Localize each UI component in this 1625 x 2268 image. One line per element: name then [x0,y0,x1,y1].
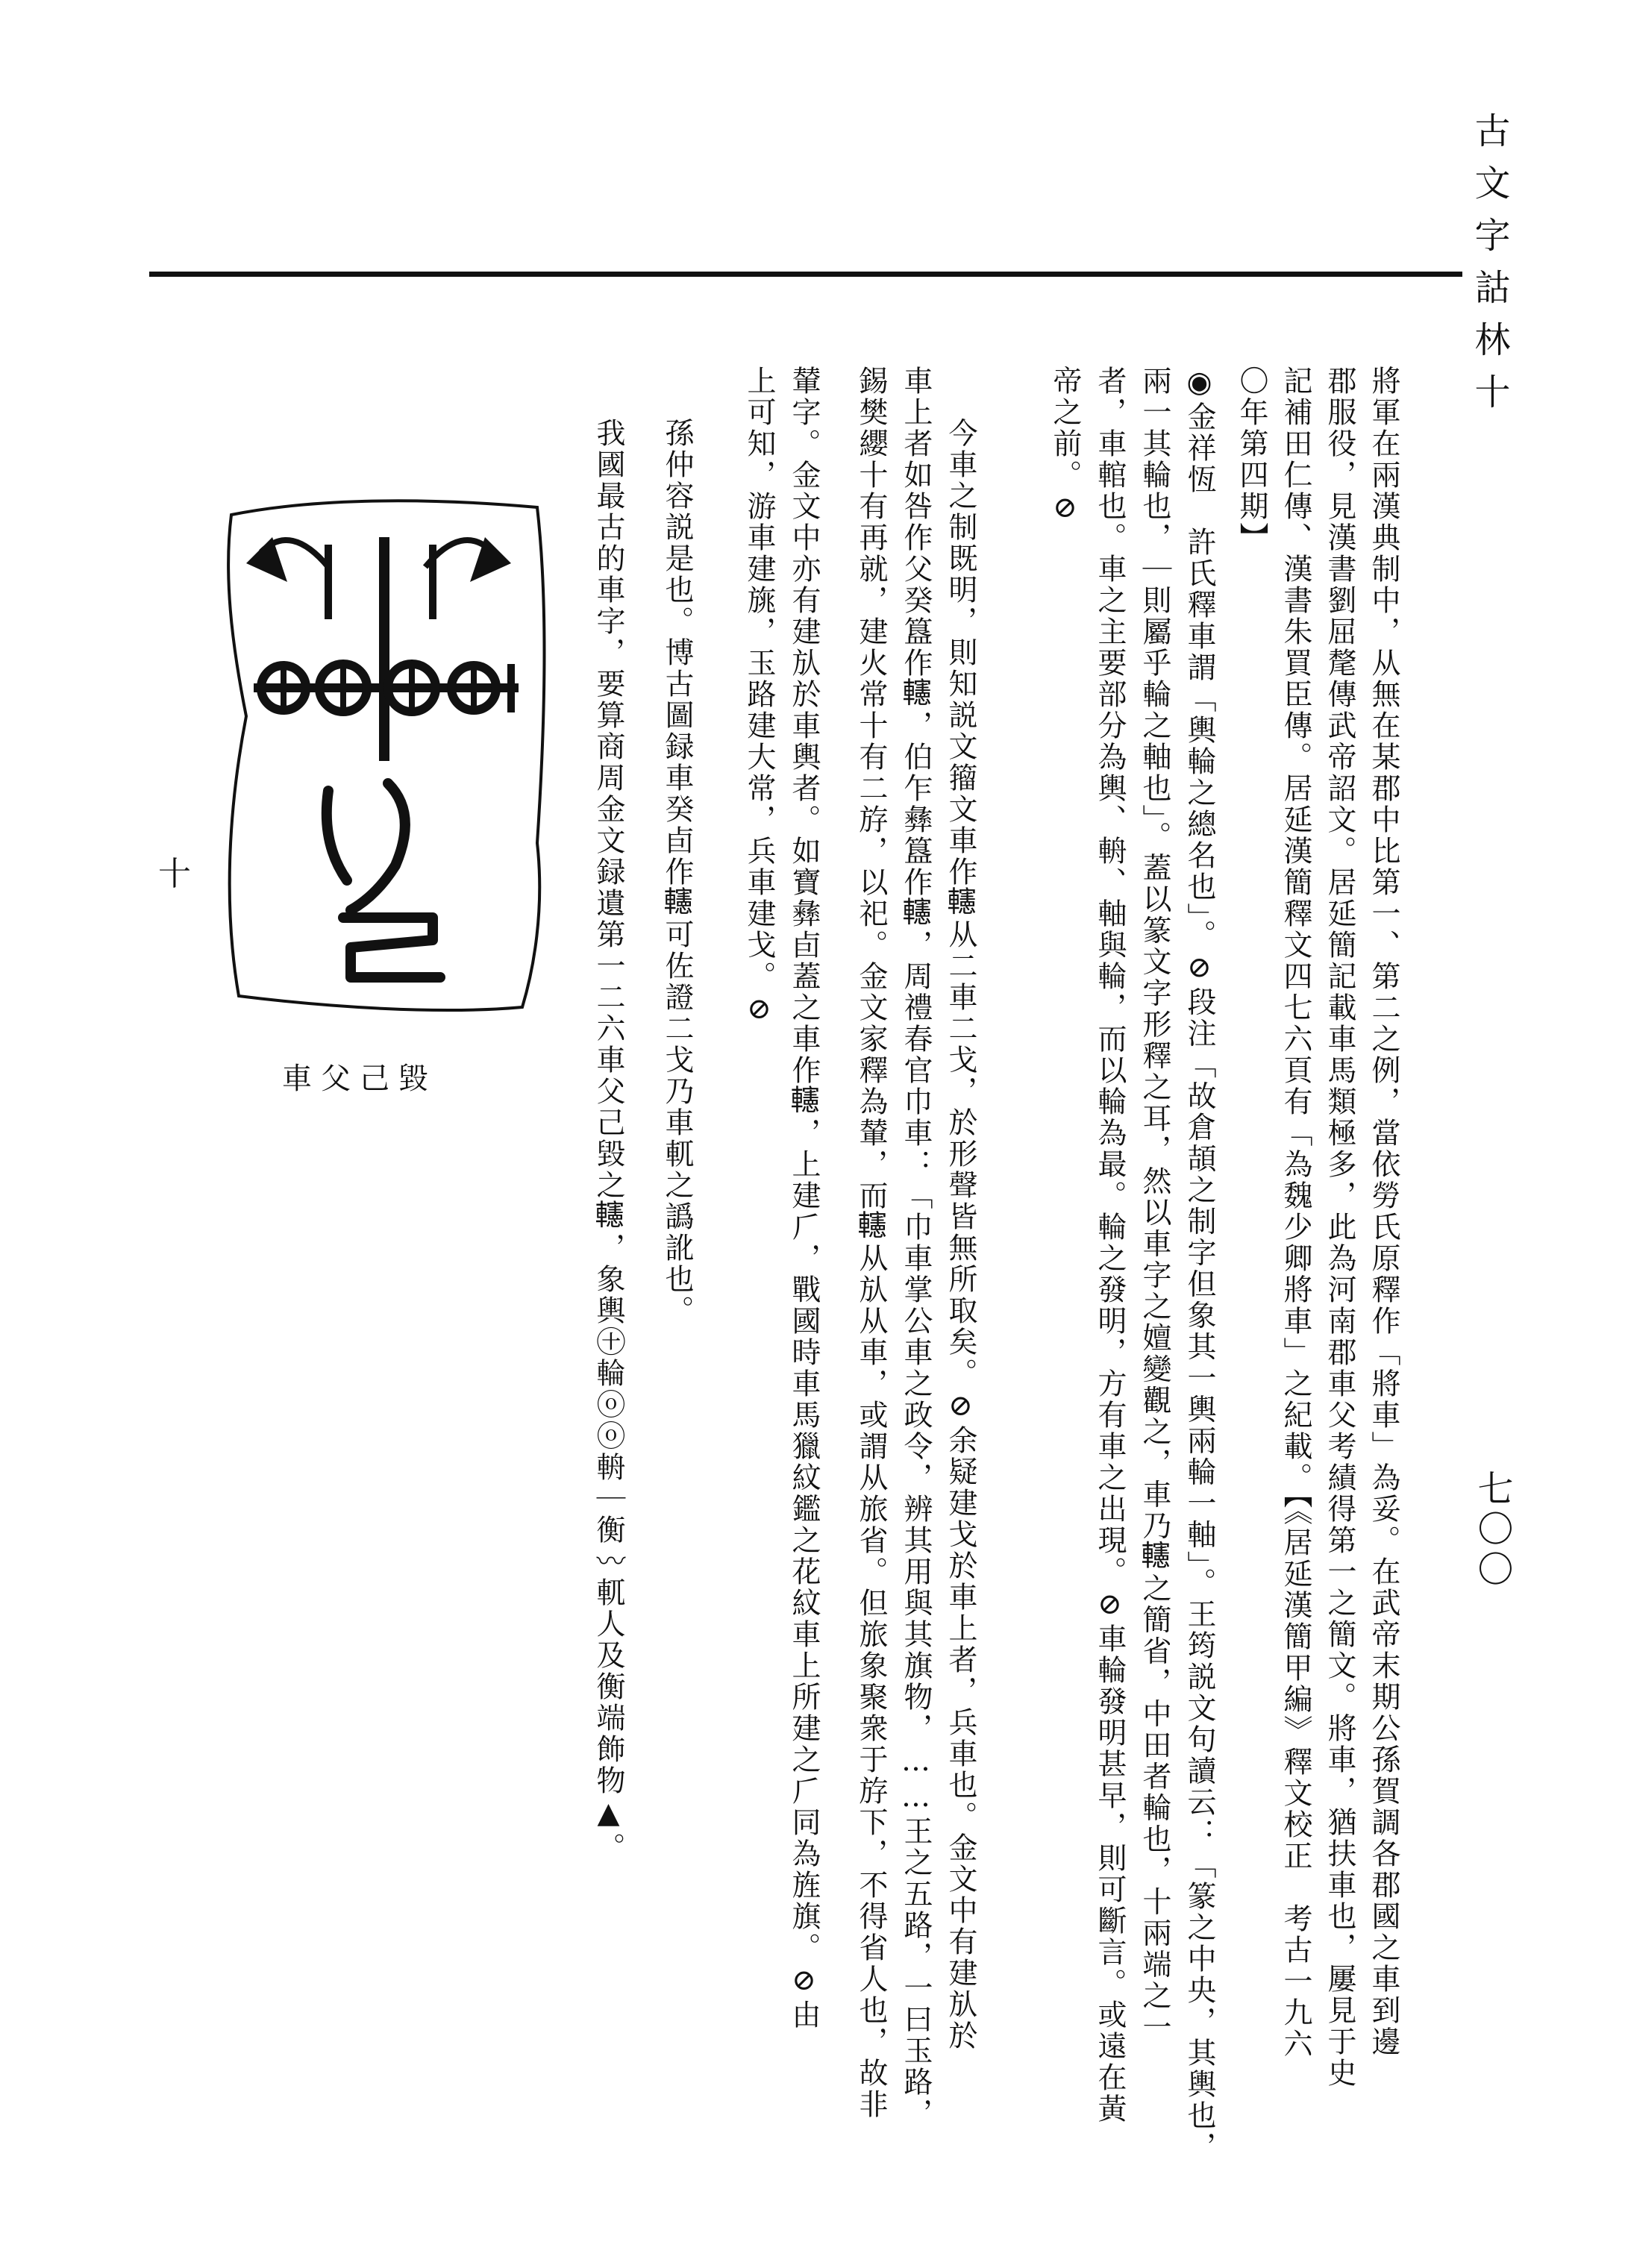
header-rule [149,272,1462,277]
text-column: 車上者如咎作父癸簋作𨏥，伯乍彝簋作𨏥，周禮春官巾車：「巾車掌公車之政令，辨其用與其旗物，……王之五路，一曰玉路， [899,366,933,2129]
banner-tip-mark [246,537,287,582]
text-column: 孫仲容説是也。博古圖録車癸卣作𨏥可佐證二戈乃車軏之譌訛也。 [660,418,694,1326]
text-column: 將軍在兩漢典制中，从無在某郡中比第一、第二之例，當依勞氏原釋作「將車」為妥。在武帝末期公孫賀調各郡國之車到邊 [1367,366,1400,2058]
text-column: 者，車輨也。車之主要部分為輿、輈、軸與輪，而以輪為最。輪之發明，方有車之出現。⊘車輪發明甚早，則可斷言。或遠在黃 [1093,366,1127,2125]
inscription-rubbing [216,492,552,1015]
glyph-fu-mark [327,783,405,910]
text-column: 兩一其輪也，｜則屬乎輪之軸也」。蓋以篆文字形釋之耳，然以車字之嬗變觀之，車乃𨏥之簡省，中田者輪也，十兩端之一 [1138,366,1171,2043]
text-column: 郡服役，見漢書劉屈氂傳武帝詔文。居延簡記載車馬類極多，此為河南郡車父考績得第一之簡文。將車，猶扶車也，屢見于史 [1323,366,1356,2089]
text-column: 錫樊纓十有再就，建火常十有二斿，以祀。金文家釋為輦，而𨏥从㫃从車，或謂从旅省。但旅象聚衆于斿下，不得省人也，故非 [854,366,888,2120]
text-column: 帝之前。⊘ [1048,366,1082,527]
margin-mark: 十 [158,855,191,893]
glyph-ji-mark [343,918,440,977]
page-number: 七〇〇 [1471,1470,1513,1591]
text-column: 〇年第四期】 [1235,366,1268,554]
text-column: 記補田仁傳、漢書朱買臣傳。居延漢簡釋文四七六頁有「為魏少卿將車」之紀載。【《居延漢簡甲編》釋文校正 考古一九六 [1279,366,1312,2060]
text-column: 輦字。金文中亦有建㫃於車輿者。如寶彝卣蓋之車作𨏥，上建𠂆，戰國時車馬獵紋鑑之花紋車上所建之𠂆同為旌旗。⊘由 [787,366,821,2031]
book-title: 古文字詁林十 [1468,112,1510,425]
text-column: 上可知，游車建旐，玉路建大常，兵車建戈。⊘ [742,366,776,1028]
text-column: 我國最古的車字，要算商周金文録遺第一二六車父己毀之𨏥，象輿㊉輪ⓞⓞ輈｜衡〰軏人及衡端飾物▲。 [592,418,625,1864]
text-column: 今車之制既明，則知説文籀文車作𨏥从二車二戈，於形聲皆無所取矣。⊘余疑建戈於車上者，兵車也。金文中有建㫃於 [944,418,977,2052]
text-column: ◉金祥恆 許氏釋車謂「輿輪之總名也」。⊘段注「故倉頡之制字但象其一輿兩輪一軸」。王筠説文句讀云：「篆之中央，其輿也， [1183,366,1216,2163]
figure-caption: 車父己毀 [282,1062,437,1096]
